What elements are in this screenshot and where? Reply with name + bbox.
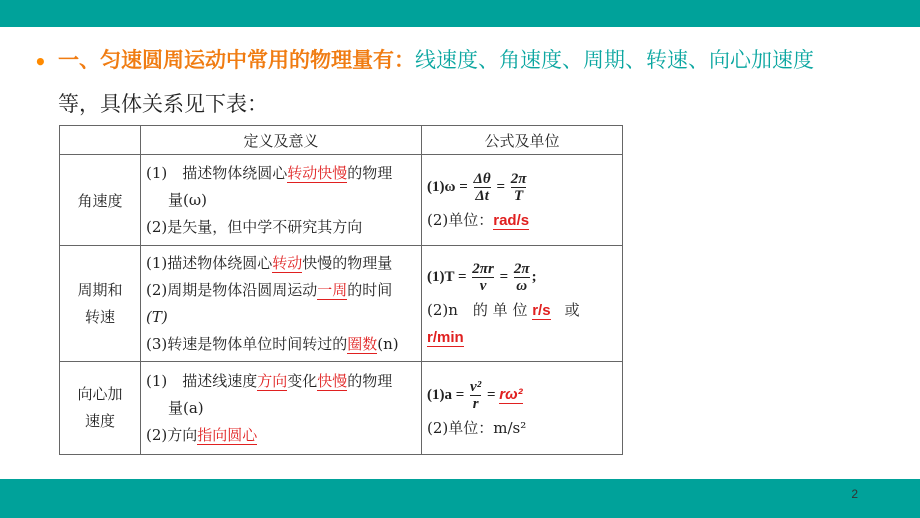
header-formula: 公式及单位 xyxy=(422,126,623,155)
fraction xyxy=(472,261,494,294)
denominator: r xyxy=(472,395,479,412)
row-name-period-speed xyxy=(60,246,141,362)
unit-line xyxy=(427,324,617,351)
bullet-icon: • xyxy=(34,50,47,74)
row-name-line: 向心加 xyxy=(77,385,123,403)
bottom-banner xyxy=(0,479,920,518)
formula-cell xyxy=(422,155,623,246)
definition-line xyxy=(146,331,416,358)
semicolon: ; xyxy=(531,268,537,285)
definition-line: 量(ω) xyxy=(168,190,207,209)
heading-line-1 xyxy=(58,46,814,74)
unit-answer: r/s xyxy=(532,301,551,319)
highlight-text: 指向圆心 xyxy=(197,425,258,444)
row-name-line: 速度 xyxy=(84,412,115,430)
denominator: ω xyxy=(516,277,528,294)
fraction xyxy=(470,379,481,412)
denominator: v xyxy=(479,277,487,294)
header-definition: 定义及意义 xyxy=(141,126,422,155)
row-name-line: 转速 xyxy=(84,307,115,326)
unit-line xyxy=(427,207,617,234)
highlight-text: 转动 xyxy=(272,253,303,272)
fraction xyxy=(474,171,491,204)
numerator: Δθ xyxy=(473,170,491,187)
heading-line-2: 等，具体关系见下表： xyxy=(58,92,268,116)
numerator: 2πr xyxy=(472,260,494,277)
table-row xyxy=(60,155,623,246)
definition-line xyxy=(146,250,416,277)
unit-line xyxy=(427,297,617,324)
definition-line xyxy=(146,422,416,449)
definition-line xyxy=(146,368,416,395)
numerator: v² xyxy=(470,378,482,395)
denominator: T xyxy=(514,187,524,204)
highlight-text: 方向 xyxy=(257,371,288,390)
heading-main: 一、匀速圆周运动中常用的物理量有： xyxy=(58,48,415,72)
row-name-angular-velocity: 角速度 xyxy=(60,155,141,246)
text: (n) xyxy=(377,334,399,353)
header-empty-cell xyxy=(60,126,141,155)
definition-cell xyxy=(141,362,422,455)
text: (1)描述物体绕圆心 xyxy=(146,253,273,272)
formula-cell xyxy=(422,246,623,362)
formula-answer: rω² xyxy=(499,385,523,403)
unit-answer: r/min xyxy=(427,328,464,346)
text: (2)单位： xyxy=(427,210,494,229)
formula-prefix: (1)T = xyxy=(427,268,467,285)
formula-line xyxy=(427,257,617,297)
text: 的物理 xyxy=(347,371,393,390)
numerator: 2π xyxy=(510,170,527,187)
text: (1) 描述线速度 xyxy=(146,371,258,390)
formula-cell xyxy=(422,362,623,455)
text: (3)转速是物体单位时间转过的 xyxy=(146,334,348,353)
definition-cell xyxy=(141,246,422,362)
unit-answer: rad/s xyxy=(493,211,530,229)
denominator: Δt xyxy=(475,187,489,204)
text: (2)方向 xyxy=(146,425,198,444)
table-row xyxy=(60,362,623,455)
formula-prefix: (1)ω = xyxy=(427,178,468,195)
definition-line: (T) xyxy=(146,307,168,326)
definition-line xyxy=(146,277,416,304)
fraction xyxy=(511,171,527,204)
heading-terms: 线速度、角速度、周期、转速、向心加速度 xyxy=(415,48,814,72)
definition-cell xyxy=(141,155,422,246)
text: 的时间 xyxy=(347,280,393,299)
table-header-row xyxy=(60,126,623,155)
text: (2)周期是物体沿圆周运动 xyxy=(146,280,318,299)
physics-quantities-table xyxy=(59,125,623,455)
formula-line xyxy=(427,375,617,415)
equals-sign: = xyxy=(496,178,506,195)
page-number: 2 xyxy=(851,487,858,501)
equals-sign: = xyxy=(499,268,509,285)
highlight-text: 一周 xyxy=(317,280,348,299)
top-banner xyxy=(0,0,920,27)
formula-line xyxy=(427,167,617,207)
table-row xyxy=(60,246,623,362)
highlight-text: 圈数 xyxy=(347,334,378,353)
row-name-centripetal-acceleration xyxy=(60,362,141,455)
formula-prefix: (1)a = xyxy=(427,386,465,403)
highlight-text: 快慢 xyxy=(317,371,348,390)
text: (1) 描述物体绕圆心 xyxy=(146,163,288,182)
highlight-text: 转动快慢 xyxy=(287,163,348,182)
text: 快慢的物理量 xyxy=(302,253,393,272)
definition-line: 量(a) xyxy=(168,398,204,417)
fraction xyxy=(514,261,530,294)
definition-line xyxy=(146,160,416,187)
text: 或 xyxy=(564,300,580,319)
numerator: 2π xyxy=(513,260,530,277)
text: 变化 xyxy=(287,371,318,390)
text: 的物理 xyxy=(347,163,393,182)
definition-line: (2)是矢量，但中学不研究其方向 xyxy=(146,217,363,236)
row-name-line: 周期和 xyxy=(77,280,123,299)
equals-sign: = xyxy=(486,386,496,403)
unit-line: (2)单位：m/s² xyxy=(427,418,527,437)
text: (2)n 的 单 位 xyxy=(427,300,533,319)
